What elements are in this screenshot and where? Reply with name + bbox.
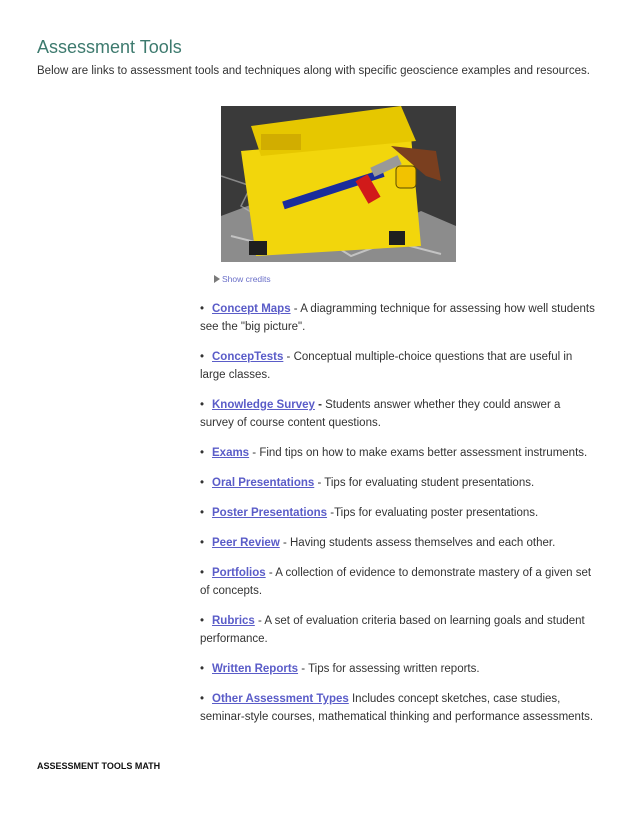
section-heading-assessment-tools-math: ASSESSMENT TOOLS MATH: [37, 761, 161, 771]
link-concept-maps[interactable]: Concept Maps: [212, 303, 291, 315]
list-item: • Exams - Find tips on how to make exams better assessment instruments.: [200, 444, 595, 462]
tool-description: Tips for evaluating poster presentations.: [334, 507, 539, 519]
expand-triangle-icon: [214, 275, 220, 283]
list-item: • Concept Maps - A diagramming technique for assessing how well students see the "big picture".: [200, 300, 595, 336]
toolbox-photo: [221, 106, 456, 262]
tool-description: Tips for evaluating student presentations.: [324, 477, 535, 489]
bullet-icon: •: [200, 303, 205, 315]
link-other-assessment-types[interactable]: Other Assessment Types: [212, 693, 349, 705]
bullet-icon: •: [200, 537, 205, 549]
bullet-icon: •: [200, 615, 205, 627]
link-portfolios[interactable]: Portfolios: [212, 567, 266, 579]
link-rubrics[interactable]: Rubrics: [212, 615, 255, 627]
link-poster-presentations[interactable]: Poster Presentations: [212, 507, 328, 519]
bullet-icon: •: [200, 663, 205, 675]
show-credits-link[interactable]: [214, 274, 271, 284]
link-exams[interactable]: Exams: [212, 447, 250, 459]
tool-description: Students answer whether they could answer a survey of course content questions.: [200, 399, 561, 429]
intro-text: Below are links to assessment tools and techniques along with specific geoscience examples and resources.: [37, 65, 590, 77]
page-title: Assessment Tools: [37, 37, 182, 57]
link-peer-review[interactable]: Peer Review: [212, 537, 280, 549]
tool-description: Includes concept sketches, case studies, seminar-style courses, mathematical thinking and performance assessments.: [200, 693, 594, 723]
list-item: • Portfolios - A collection of evidence to demonstrate mastery of a given set of concepts.: [200, 564, 595, 600]
list-item: • Peer Review - Having students assess themselves and each other.: [200, 534, 595, 552]
tool-description: Find tips on how to make exams better assessment instruments.: [259, 447, 588, 459]
list-item: • Poster Presentations -Tips for evaluating poster presentations.: [200, 504, 595, 522]
tool-description: A diagramming technique for assessing how well students see the "big picture".: [200, 303, 595, 333]
bullet-icon: •: [200, 351, 205, 363]
tool-description: A set of evaluation criteria based on learning goals and student performance.: [200, 615, 585, 645]
list-item: • Knowledge Survey - Students answer whether they could answer a survey of course content questions.: [200, 396, 595, 432]
bullet-icon: •: [200, 477, 205, 489]
assessment-tools-list: [200, 300, 595, 738]
bullet-icon: •: [200, 567, 205, 579]
link-oral-presentations[interactable]: Oral Presentations: [212, 477, 315, 489]
list-item: • ConcepTests - Conceptual multiple-choice questions that are useful in large classes.: [200, 348, 595, 384]
link-knowledge-survey[interactable]: Knowledge Survey: [212, 399, 315, 411]
list-item: • Oral Presentations - Tips for evaluating student presentations.: [200, 474, 595, 492]
bullet-icon: •: [200, 447, 205, 459]
tool-description: Conceptual multiple-choice questions that are useful in large classes.: [200, 351, 573, 381]
bullet-icon: •: [200, 399, 205, 411]
tool-description: Having students assess themselves and each other.: [290, 537, 556, 549]
tool-description: Tips for assessing written reports.: [308, 663, 480, 675]
tool-description: A collection of evidence to demonstrate mastery of a given set of concepts.: [200, 567, 592, 597]
bullet-icon: •: [200, 693, 205, 705]
list-item: • Rubrics - A set of evaluation criteria based on learning goals and student performance.: [200, 612, 595, 648]
list-item: • Written Reports - Tips for assessing written reports.: [200, 660, 595, 678]
list-item: [200, 690, 595, 726]
show-credits-label: Show credits: [222, 274, 271, 284]
bullet-icon: •: [200, 507, 205, 519]
link-written-reports[interactable]: Written Reports: [212, 663, 299, 675]
link-conceptests[interactable]: ConcepTests: [212, 351, 284, 363]
